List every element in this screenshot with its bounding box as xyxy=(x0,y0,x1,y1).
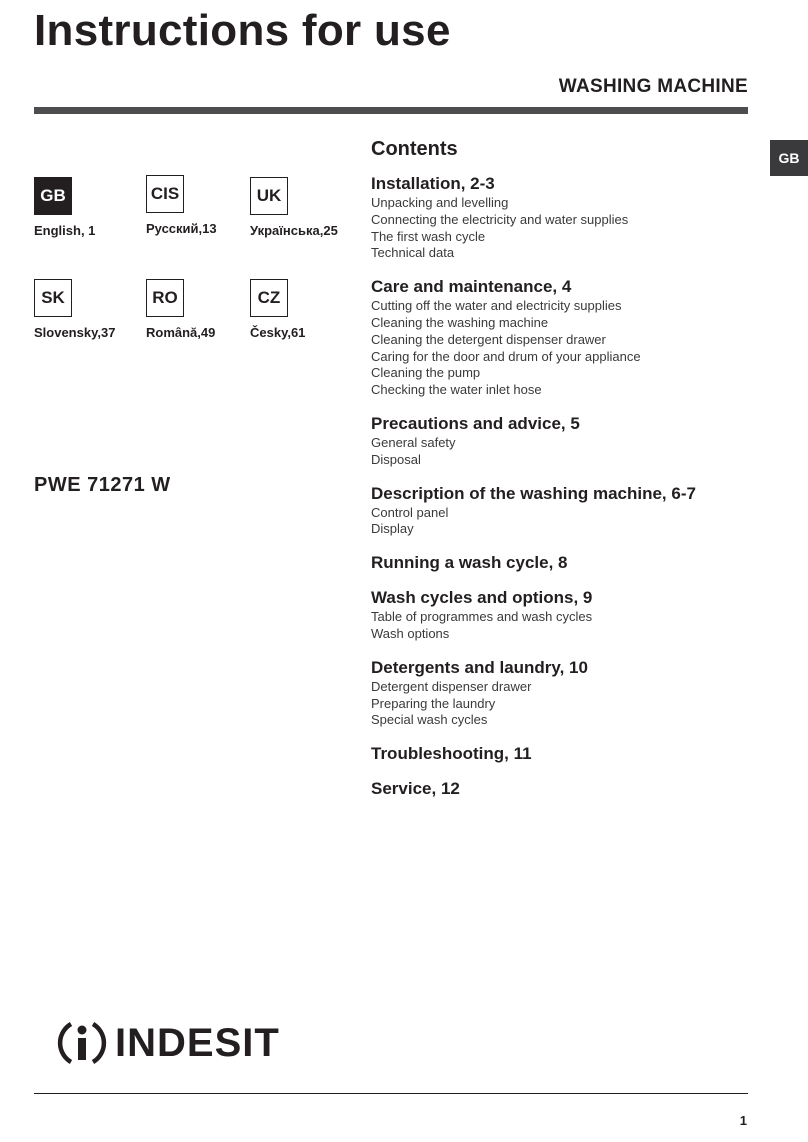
language-code-box: CZ xyxy=(250,279,288,317)
toc-item[interactable]: Special wash cycles xyxy=(371,712,488,728)
language-uk[interactable] xyxy=(250,177,380,238)
toc-section-detergents xyxy=(371,657,751,729)
footer-rule xyxy=(34,1093,748,1094)
toc-section-troubleshooting xyxy=(371,743,751,764)
toc-heading[interactable]: Care and maintenance, 4 xyxy=(371,277,572,297)
toc-item[interactable]: Cutting off the water and electricity supplies xyxy=(371,298,622,314)
header-rule xyxy=(34,107,748,114)
toc-heading[interactable]: Installation, 2-3 xyxy=(371,174,495,193)
toc-heading[interactable]: Running a wash cycle, 8 xyxy=(371,553,568,573)
toc-item[interactable]: Checking the water inlet hose xyxy=(371,382,542,398)
brand-name: INDESIT xyxy=(115,1021,280,1065)
toc-item[interactable]: Connecting the electricity and water supplies xyxy=(371,211,629,227)
toc-item[interactable]: General safety xyxy=(371,434,456,450)
toc-item[interactable]: Table of programmes and wash cycles xyxy=(371,609,593,625)
toc-heading[interactable]: Precautions and advice, 5 xyxy=(371,413,580,433)
language-sk[interactable] xyxy=(34,279,164,340)
toc-item[interactable]: Control panel xyxy=(371,504,449,520)
toc-section-description xyxy=(371,483,751,539)
toc-section-service xyxy=(371,778,751,799)
toc-item[interactable]: Cleaning the washing machine xyxy=(371,314,549,330)
indesit-logo xyxy=(55,1016,280,1070)
toc-heading[interactable]: Service, 12 xyxy=(371,779,460,799)
toc-item[interactable]: Detergent dispenser drawer xyxy=(371,678,532,694)
language-label: Русский,13 xyxy=(146,221,217,236)
table-of-contents xyxy=(371,173,751,813)
toc-section-care xyxy=(371,276,751,399)
toc-item[interactable]: The first wash cycle xyxy=(371,228,486,244)
language-side-tab: GB xyxy=(770,140,808,176)
page-number: 1 xyxy=(739,1113,747,1128)
language-label: Slovensky,37 xyxy=(34,325,116,340)
toc-section-precautions xyxy=(371,413,751,469)
toc-heading[interactable]: Detergents and laundry, 10 xyxy=(371,657,588,677)
toc-heading[interactable]: Wash cycles and options, 9 xyxy=(371,588,593,608)
indesit-logo-icon xyxy=(55,1016,109,1070)
toc-heading[interactable]: Troubleshooting, 11 xyxy=(371,744,532,764)
toc-section-installation xyxy=(371,173,751,262)
language-label: English, 1 xyxy=(34,223,96,238)
language-label: Українська,25 xyxy=(250,223,338,238)
model-number: PWE 71271 W xyxy=(34,474,171,496)
toc-item[interactable]: Wash options xyxy=(371,625,450,641)
toc-item[interactable]: Disposal xyxy=(371,451,421,467)
toc-section-wash-cycles xyxy=(371,587,751,643)
language-code-box: UK xyxy=(250,177,288,215)
toc-item[interactable]: Cleaning the pump xyxy=(371,365,481,381)
toc-section-running xyxy=(371,552,751,573)
document-subtitle: WASHING MACHINE xyxy=(558,76,748,97)
language-code-box: SK xyxy=(34,279,72,317)
toc-item[interactable]: Unpacking and levelling xyxy=(371,195,509,210)
contents-title: Contents xyxy=(371,138,458,160)
toc-item[interactable]: Display xyxy=(371,521,414,537)
language-label: Česky,61 xyxy=(250,325,306,340)
document-title: Instructions for use xyxy=(34,6,451,55)
language-gb[interactable] xyxy=(34,177,164,238)
toc-item[interactable]: Caring for the door and drum of your appliance xyxy=(371,348,641,364)
toc-item[interactable]: Technical data xyxy=(371,245,455,261)
language-code-box: GB xyxy=(34,177,72,215)
language-cz[interactable] xyxy=(250,279,380,340)
toc-item[interactable]: Preparing the laundry xyxy=(371,695,496,711)
toc-heading[interactable]: Description of the washing machine, 6-7 xyxy=(371,483,696,503)
language-label: Română,49 xyxy=(146,325,216,340)
language-code-box: RO xyxy=(146,279,184,317)
toc-item[interactable]: Cleaning the detergent dispenser drawer xyxy=(371,331,606,347)
language-code-box: CIS xyxy=(146,175,184,213)
